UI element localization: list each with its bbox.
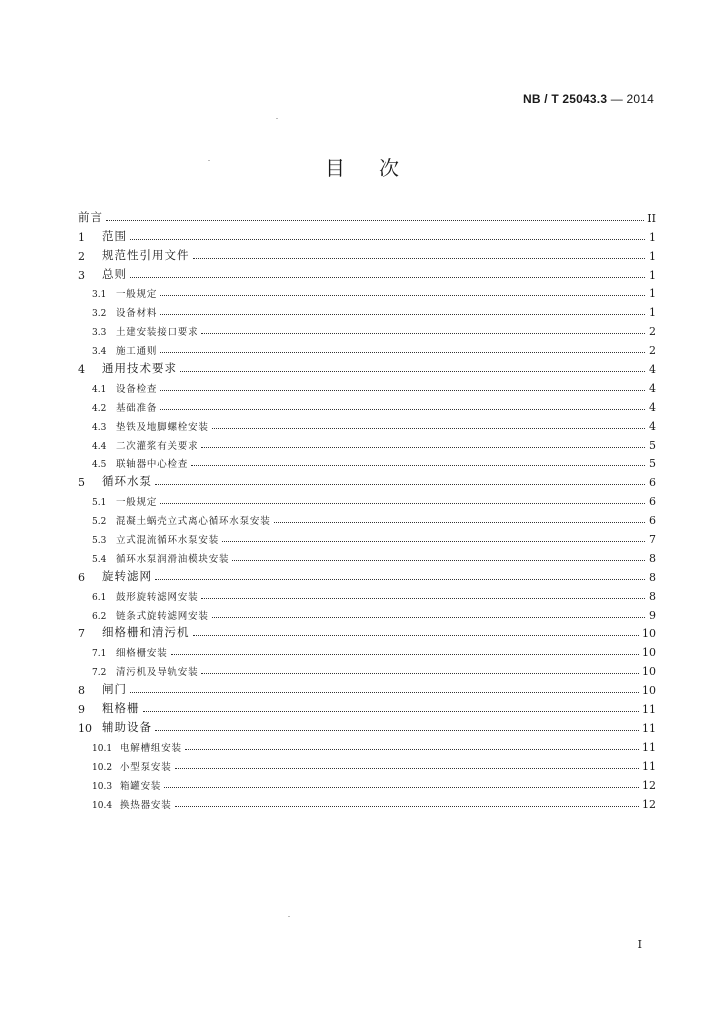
toc-entry-page: 6 [649, 476, 656, 490]
dot-leader [175, 767, 639, 769]
toc-entry-number: 4.5 [92, 460, 107, 471]
toc-entry-number: 5 [78, 476, 85, 490]
toc-entry-page: 7 [649, 533, 656, 547]
toc-entry-label: 旋转滤网 [102, 568, 152, 583]
toc-entry-label: 设备材料 [116, 308, 158, 320]
toc-entry-number: 8 [78, 684, 85, 698]
toc-entry-page: 4 [649, 363, 656, 377]
toc-entry-number: 4.2 [92, 403, 107, 414]
toc-entry-number: 7.1 [92, 649, 107, 660]
toc-entry-page: 10 [642, 627, 656, 641]
toc-entry-page: 9 [649, 608, 656, 622]
dot-leader [171, 653, 639, 655]
toc-entry-number: 5.1 [92, 498, 107, 509]
toc-entry-number: 3.1 [92, 290, 107, 301]
toc-entry-label: 一般规定 [116, 289, 158, 301]
toc-entry-number: 3.3 [92, 328, 107, 339]
toc-entry-label: 箱罐安装 [120, 780, 162, 792]
toc-entry [78, 376, 656, 395]
toc-entry-number: 10.3 [92, 781, 113, 792]
toc-entry [78, 414, 656, 433]
toc-entry-page: 1 [649, 249, 656, 263]
dot-leader [160, 408, 645, 410]
dot-leader [106, 219, 644, 221]
toc-entry-label: 联轴器中心检查 [116, 459, 189, 471]
toc-entry [78, 282, 656, 301]
toc-entry-page: 6 [649, 495, 656, 509]
dot-leader [191, 464, 645, 466]
dot-leader [201, 672, 639, 674]
toc-entry-page: 4 [649, 400, 656, 414]
toc-entry-label: 规范性引用文件 [102, 247, 190, 262]
toc-entry [78, 338, 656, 357]
toc-entry [78, 300, 656, 319]
toc-entry-label: 循环水泵 [102, 474, 152, 489]
dot-leader [160, 502, 645, 504]
toc-entry [78, 508, 656, 527]
toc-entry-label: 粗格栅 [102, 701, 140, 716]
toc-entry-page: 1 [649, 306, 656, 320]
dot-leader [193, 634, 640, 636]
toc-entry [78, 659, 656, 678]
toc-entry-number: 2 [78, 249, 85, 263]
toc-entry-label: 小型泵安装 [120, 761, 172, 773]
toc-entry-label: 换热器安装 [120, 799, 172, 811]
toc-entry [78, 206, 656, 225]
toc-entry-page: II [647, 211, 656, 225]
toc-entry [78, 489, 656, 508]
dot-leader [160, 294, 645, 296]
dot-leader [274, 521, 645, 523]
toc-entry [78, 584, 656, 603]
toc-entry-number: 6 [78, 570, 85, 584]
dot-leader [143, 710, 640, 712]
toc-entry [78, 527, 656, 546]
toc-entry-number: 5.3 [92, 536, 107, 547]
toc-entry-label: 通用技术要求 [102, 361, 177, 376]
toc-entry-number: 10 [78, 721, 92, 735]
toc-entry-page: 4 [649, 381, 656, 395]
toc-entry-label: 总则 [102, 266, 127, 281]
dot-leader [201, 597, 645, 599]
toc-entry [78, 773, 656, 792]
dot-leader [201, 332, 645, 334]
standard-number: NB / T 25043.3 [523, 92, 608, 106]
toc-entry-page: 8 [649, 551, 656, 565]
toc-entry-number: 6.2 [92, 611, 107, 622]
toc-entry-number: 1 [78, 230, 85, 244]
toc-entry-page: 8 [649, 570, 656, 584]
toc-entry [78, 716, 656, 735]
toc-entry-page: 1 [649, 287, 656, 301]
toc-entry-number: 5.2 [92, 517, 107, 528]
toc-entry [78, 225, 656, 244]
toc-entry-number: 10.4 [92, 800, 113, 811]
toc-entry-number: 4 [78, 363, 85, 377]
dot-leader [180, 370, 645, 372]
toc-entry [78, 640, 656, 659]
toc-entry-label: 鼓形旋转滤网安装 [116, 591, 199, 603]
toc-entry-page: 10 [642, 646, 656, 660]
dot-leader [155, 729, 639, 731]
toc-entry [78, 735, 656, 754]
toc-entry-page: 1 [649, 268, 656, 282]
toc-entry-page: 11 [642, 759, 656, 773]
page-title: 目次 [325, 156, 433, 180]
dot-leader [155, 483, 645, 485]
dot-leader [130, 276, 645, 278]
toc-entry-number: 7 [78, 627, 85, 641]
toc-entry [78, 452, 656, 471]
dot-leader [160, 351, 645, 353]
standard-year: — 2014 [610, 92, 654, 106]
toc-entry-label: 链条式旋转滤网安装 [116, 610, 209, 622]
dot-leader [222, 540, 645, 542]
toc-entry [78, 395, 656, 414]
toc-entry [78, 792, 656, 811]
toc-entry-number: 3 [78, 268, 85, 282]
dot-leader [193, 257, 646, 259]
toc-entry [78, 546, 656, 565]
dot-leader [201, 446, 645, 448]
toc-entry-label: 电解槽组安装 [120, 742, 182, 754]
toc-entry-number: 5.4 [92, 554, 107, 565]
toc-entry-page: 2 [649, 325, 656, 339]
toc-entry [78, 754, 656, 773]
toc-entry-label: 混凝土蜗壳立式离心循环水泵安装 [116, 516, 271, 528]
dot-leader [155, 578, 645, 580]
dot-leader [232, 559, 645, 561]
toc-entry-page: 11 [642, 740, 656, 754]
dot-leader [175, 805, 639, 807]
toc-entry [78, 244, 656, 263]
toc-entry [78, 622, 656, 641]
toc-entry [78, 357, 656, 376]
dot-leader [164, 786, 639, 788]
toc-entry-label: 设备检查 [116, 383, 158, 395]
toc-entry-number: 3.4 [92, 347, 107, 358]
toc-entry-label: 辅助设备 [102, 719, 152, 734]
page-number: I [637, 938, 642, 951]
toc-entry-number: 3.2 [92, 309, 107, 320]
toc-entry-page: 5 [649, 438, 656, 452]
toc-entry-label: 立式混流循环水泵安装 [116, 535, 220, 547]
toc-entry-label: 施工通则 [116, 346, 158, 358]
toc-entry-page: 11 [642, 703, 656, 717]
dot-leader [130, 691, 639, 693]
dot-leader [212, 427, 645, 429]
dot-leader [160, 389, 645, 391]
toc-entry-page: 10 [642, 665, 656, 679]
toc-entry-number: 7.2 [92, 668, 107, 679]
toc-entry-label: 范围 [102, 228, 127, 243]
toc-entry-label: 基础准备 [116, 402, 158, 414]
toc-entry-label: 垫铁及地脚螺栓安装 [116, 421, 209, 433]
toc-entry-label: 细格栅和清污机 [102, 625, 190, 640]
toc-entry-label: 闸门 [102, 682, 127, 697]
toc-entry-number: 4.1 [92, 384, 107, 395]
table-of-contents [78, 206, 656, 811]
dot-leader [212, 616, 645, 618]
toc-entry-label: 循环水泵润滑油模块安装 [116, 553, 230, 565]
toc-entry-number: 4.4 [92, 441, 107, 452]
toc-entry-number: 6.1 [92, 592, 107, 603]
toc-entry-number: 10.1 [92, 743, 113, 754]
toc-entry-page: 12 [642, 797, 656, 811]
toc-entry-label: 土建安装接口要求 [116, 327, 199, 339]
toc-entry-label: 一般规定 [116, 497, 158, 509]
toc-entry-page: 6 [649, 514, 656, 528]
toc-entry-page: 12 [642, 778, 656, 792]
toc-entry-label: 前言 [78, 209, 103, 224]
toc-entry-label: 清污机及导轨安装 [116, 667, 199, 679]
standard-code [523, 92, 654, 106]
dot-leader [185, 748, 639, 750]
dot-leader [130, 238, 645, 240]
toc-entry-label: 细格栅安装 [116, 648, 168, 660]
toc-entry [78, 319, 656, 338]
toc-entry-page: 10 [642, 684, 656, 698]
toc-entry [78, 433, 656, 452]
toc-entry-page: 2 [649, 344, 656, 358]
toc-entry-page: 8 [649, 589, 656, 603]
toc-entry-page: 5 [649, 457, 656, 471]
toc-entry [78, 565, 656, 584]
toc-entry-number: 9 [78, 703, 85, 717]
toc-entry [78, 263, 656, 282]
toc-entry [78, 678, 656, 697]
toc-entry [78, 697, 656, 716]
toc-entry-page: 4 [649, 419, 656, 433]
toc-entry-label: 二次灌浆有关要求 [116, 440, 199, 452]
toc-entry-number: 10.2 [92, 762, 113, 773]
scan-speck [208, 160, 210, 161]
dot-leader [160, 313, 645, 315]
toc-entry-page: 11 [642, 721, 656, 735]
toc-entry-page: 1 [649, 230, 656, 244]
toc-entry-number: 4.3 [92, 422, 107, 433]
toc-entry [78, 603, 656, 622]
scan-speck [288, 916, 290, 917]
toc-entry [78, 470, 656, 489]
scan-speck [276, 118, 278, 119]
